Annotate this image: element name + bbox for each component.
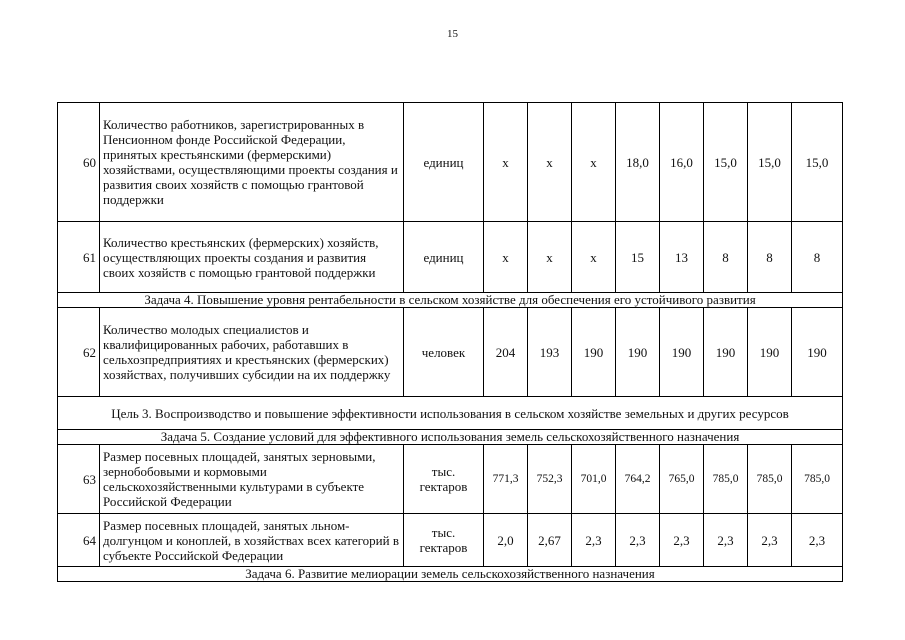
value-cell: 190 [748, 308, 792, 397]
value-cell: х [528, 222, 572, 293]
unit-cell: человек [404, 308, 484, 397]
value-cell: 193 [528, 308, 572, 397]
value-cell: 15,0 [704, 103, 748, 222]
value-cell: 8 [748, 222, 792, 293]
indicators-table [57, 102, 843, 582]
unit-cell: тыс. гектаров [404, 445, 484, 514]
value-cell: х [572, 103, 616, 222]
value-cell: х [484, 103, 528, 222]
value-cell: 2,0 [484, 514, 528, 567]
value-cell: 190 [572, 308, 616, 397]
row-number: 61 [58, 222, 100, 293]
value-cell: 2,3 [660, 514, 704, 567]
value-cell: 771,3 [484, 445, 528, 514]
value-cell: 15,0 [792, 103, 843, 222]
value-cell: 15 [616, 222, 660, 293]
value-cell: 204 [484, 308, 528, 397]
value-cell: 190 [704, 308, 748, 397]
section-heading: Задача 6. Развитие мелиорации земель сельскохозяйственного назначения [58, 567, 843, 582]
page-number: 15 [447, 28, 458, 40]
indicator-name: Количество молодых специалистов и квалифицированных рабочих, работавших в сельхозпредприятиях и крестьянских (фермерских) хозяйствах, получивших субсидии на их поддержку [100, 308, 404, 397]
value-cell: 2,3 [572, 514, 616, 567]
section-heading: Задача 5. Создание условий для эффективного использования земель сельскохозяйственного назначения [58, 430, 843, 445]
value-cell: х [484, 222, 528, 293]
value-cell: 16,0 [660, 103, 704, 222]
value-cell: 190 [660, 308, 704, 397]
table-row [58, 445, 843, 514]
value-cell: 190 [616, 308, 660, 397]
row-number: 62 [58, 308, 100, 397]
goal-heading: Цель 3. Воспроизводство и повышение эффективности использования в сельском хозяйстве земельных и других ресурсов [58, 397, 843, 430]
value-cell: х [528, 103, 572, 222]
indicator-name: Размер посевных площадей, занятых зерновыми, зернобобовыми и кормовыми сельскохозяйственными культурами в субъекте Российской Федерации [100, 445, 404, 514]
value-cell: 18,0 [616, 103, 660, 222]
table-row [58, 514, 843, 567]
table-row [58, 430, 843, 445]
value-cell: 765,0 [660, 445, 704, 514]
value-cell: 2,3 [748, 514, 792, 567]
table-row [58, 308, 843, 397]
value-cell: 752,3 [528, 445, 572, 514]
table-row [58, 222, 843, 293]
value-cell: 701,0 [572, 445, 616, 514]
value-cell: 785,0 [792, 445, 843, 514]
value-cell: 190 [792, 308, 843, 397]
value-cell: 764,2 [616, 445, 660, 514]
value-cell: 8 [704, 222, 748, 293]
value-cell: 15,0 [748, 103, 792, 222]
unit-cell: тыс. гектаров [404, 514, 484, 567]
value-cell: 8 [792, 222, 843, 293]
table-row [58, 293, 843, 308]
value-cell: 2,3 [792, 514, 843, 567]
table-row [58, 103, 843, 222]
value-cell: 2,3 [704, 514, 748, 567]
section-heading: Задача 4. Повышение уровня рентабельности в сельском хозяйстве для обеспечения его устойчивого развития [58, 293, 843, 308]
value-cell: 2,3 [616, 514, 660, 567]
row-number: 63 [58, 445, 100, 514]
value-cell: 785,0 [748, 445, 792, 514]
unit-cell: единиц [404, 222, 484, 293]
indicator-name: Размер посевных площадей, занятых льном-долгунцом и коноплей, в хозяйствах всех категорий в субъекте Российской Федерации [100, 514, 404, 567]
indicator-name: Количество работников, зарегистрированных в Пенсионном фонде Российской Федерации, принятых крестьянскими (фермерскими) хозяйствами, осуществляющими проекты создания и развития своих хозяйств с помощью грантовой поддержки [100, 103, 404, 222]
table-row [58, 567, 843, 582]
table-row [58, 397, 843, 430]
value-cell: 2,67 [528, 514, 572, 567]
indicator-name: Количество крестьянских (фермерских) хозяйств, осуществляющих проекты создания и развития своих хозяйств с помощью грантовой поддержки [100, 222, 404, 293]
unit-cell: единиц [404, 103, 484, 222]
value-cell: 785,0 [704, 445, 748, 514]
row-number: 64 [58, 514, 100, 567]
value-cell: 13 [660, 222, 704, 293]
value-cell: х [572, 222, 616, 293]
row-number: 60 [58, 103, 100, 222]
